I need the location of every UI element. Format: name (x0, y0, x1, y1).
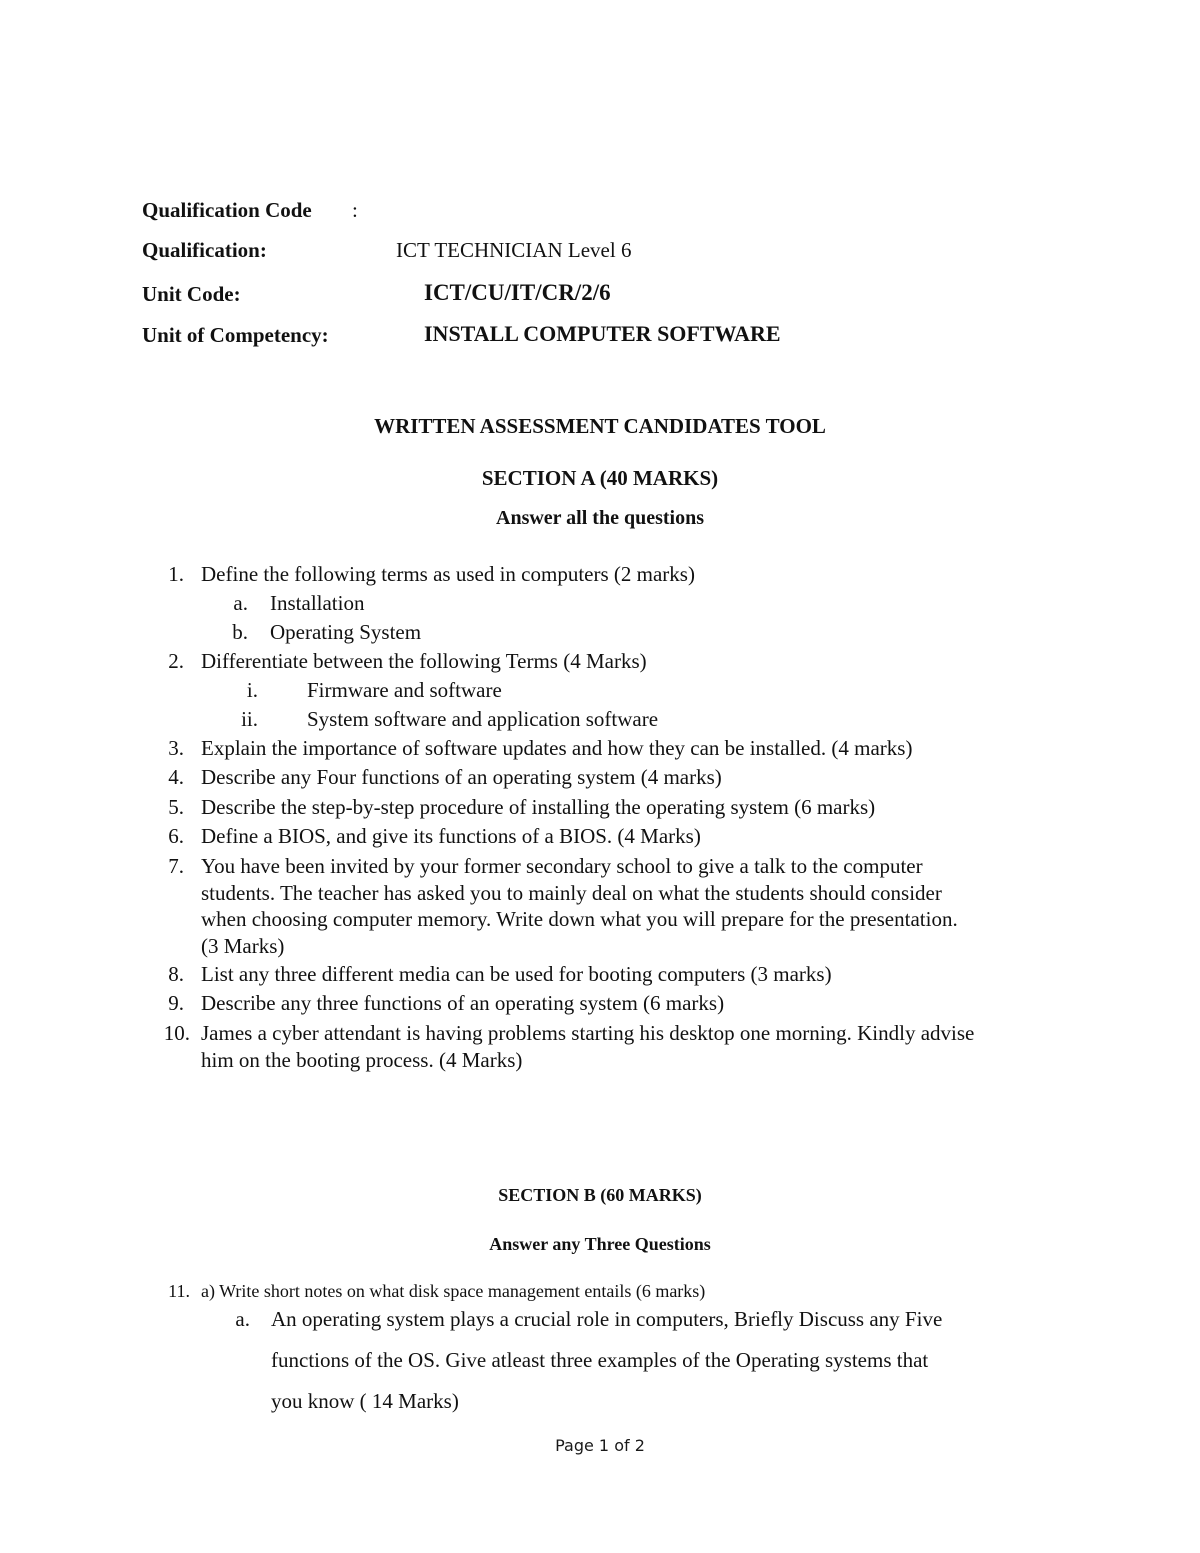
question-text-line: students. The teacher has asked you to mainly deal on what the students should consider (201, 881, 942, 905)
question-text: Differentiate between the following Terms (4 Marks) (201, 649, 647, 673)
question-number: 7. (168, 854, 184, 878)
sub-question-text: System software and application software (307, 707, 659, 731)
question-text: Define a BIOS, and give its functions of a BIOS. (4 Marks) (201, 824, 701, 848)
sub-question-text: Firmware and software (307, 678, 502, 702)
section-b-heading: SECTION B (60 MARKS) (498, 1185, 702, 1205)
unit-competency-value: INSTALL COMPUTER SOFTWARE (424, 321, 781, 346)
sub-question-text-line: functions of the OS. Give atleast three examples of the Operating systems that (271, 1348, 929, 1372)
sub-question-number: i. (246, 678, 258, 702)
sub-question-text: Operating System (270, 620, 422, 644)
page-word: Page (555, 1436, 594, 1455)
question-text-line: when choosing computer memory. Write down what you will prepare for the presentation. (201, 907, 958, 931)
page-number: 1 (598, 1436, 610, 1455)
sub-question-number: a. (235, 1307, 250, 1331)
question-text: Explain the importance of software updates and how they can be installed. (4 marks) (201, 736, 913, 760)
question-number: 4. (168, 765, 184, 789)
question-number: 5. (168, 795, 184, 819)
question-text-line: (3 Marks) (201, 934, 285, 958)
section-a-instruction: Answer all the questions (496, 507, 704, 529)
question-text-line: him on the booting process. (4 Marks) (201, 1048, 523, 1072)
sub-question-number: b. (232, 620, 248, 644)
unit-competency-label: Unit of Competency: (142, 323, 329, 347)
question-text-line: You have been invited by your former secondary school to give a talk to the computer (201, 854, 923, 878)
question-number: 11. (168, 1281, 190, 1301)
sub-question-text-line: you know ( 14 Marks) (271, 1389, 459, 1413)
total-pages: 2 (634, 1436, 645, 1455)
question-text: List any three different media can be used for booting computers (3 marks) (201, 962, 832, 986)
page-footer (0, 1436, 1200, 1455)
question-number: 1. (168, 562, 184, 586)
question-text: Define the following terms as used in computers (2 marks) (201, 562, 695, 586)
of-word: of (614, 1436, 630, 1455)
sub-question-text-line: An operating system plays a crucial role in computers, Briefly Discuss any Five (271, 1307, 943, 1331)
qualification-value: ICT TECHNICIAN Level 6 (396, 238, 632, 262)
question-text: Describe any Four functions of an operating system (4 marks) (201, 765, 722, 789)
unit-code-value: ICT/CU/IT/CR/2/6 (424, 280, 611, 305)
question-text-line: James a cyber attendant is having problems starting his desktop one morning. Kindly advise (201, 1021, 975, 1045)
sub-question-number: a. (233, 591, 248, 615)
document-title: WRITTEN ASSESSMENT CANDIDATES TOOL (374, 414, 826, 438)
qualification-code-colon: : (352, 198, 358, 222)
section-b-instruction: Answer any Three Questions (489, 1234, 711, 1254)
qualification-label: Qualification: (142, 238, 267, 262)
sub-question-number: ii. (241, 707, 258, 731)
sub-question-text: Installation (270, 591, 365, 615)
question-number: 3. (168, 736, 184, 760)
question-number: 6. (168, 824, 184, 848)
unit-code-label: Unit Code: (142, 282, 241, 306)
question-text: Describe the step-by-step procedure of installing the operating system (6 marks) (201, 795, 876, 819)
question-number: 2. (168, 649, 184, 673)
question-number: 9. (168, 991, 184, 1015)
qualification-code-label: Qualification Code (142, 198, 312, 222)
question-text: Describe any three functions of an operating system (6 marks) (201, 991, 725, 1015)
question-text: a) Write short notes on what disk space management entails (6 marks) (201, 1281, 706, 1301)
question-number: 8. (168, 962, 184, 986)
section-a-heading: SECTION A (40 MARKS) (481, 466, 719, 490)
question-number: 10. (163, 1021, 190, 1045)
